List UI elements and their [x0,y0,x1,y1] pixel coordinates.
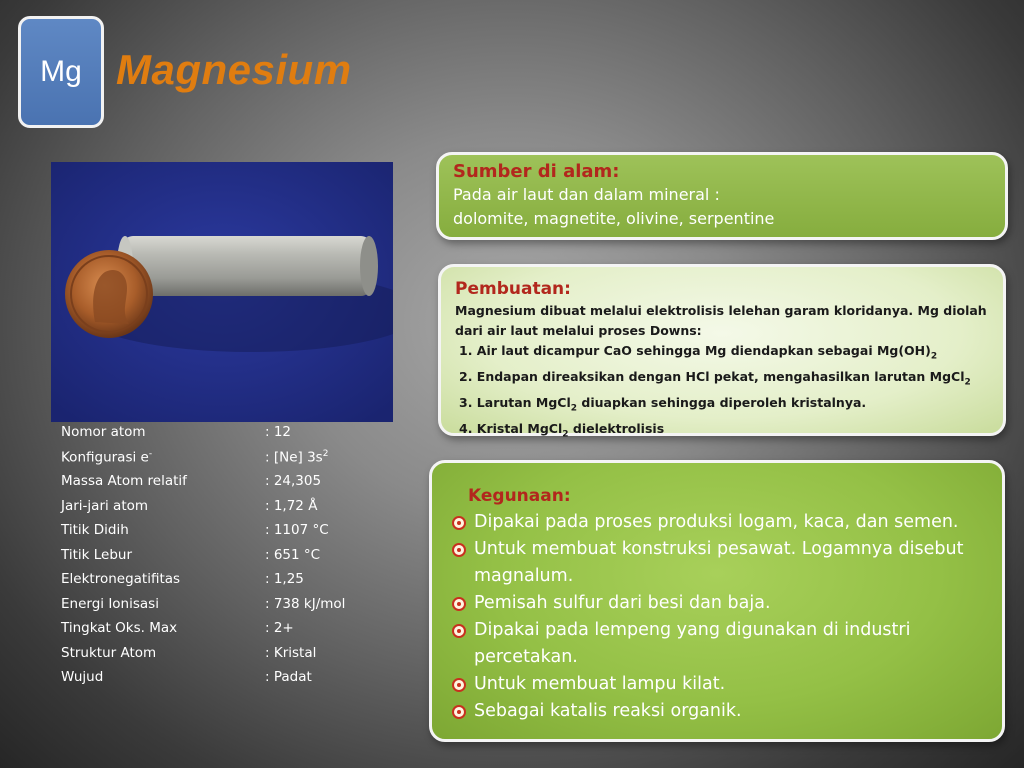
kegunaan-list [448,509,984,725]
property-value: : 1,25 [265,571,304,587]
pembuatan-heading: Pembuatan: [455,279,571,299]
element-symbol-box [18,16,104,128]
property-value: : 738 kJ/mol [265,595,346,612]
property-row [61,547,391,572]
property-row [61,645,391,670]
property-value: : 2+ [265,620,294,636]
page-title: Magnesium [116,46,352,93]
swirl-bullet-icon [452,678,466,692]
swirl-bullet-icon [452,705,466,719]
property-label: Titik Didih [61,522,129,538]
list-item: Untuk membuat lampu kilat. [448,671,984,698]
pembuatan-intro: dari air laut melalui proses Downs: [455,323,702,338]
property-label: Elektronegatifitas [61,571,181,587]
magnesium-photo [51,162,393,422]
magnesium-rod-photo [51,162,393,422]
pembuatan-intro: Magnesium dibuat melalui elektrolisis lelehan garam kloridanya. Mg diolah [455,303,987,318]
swirl-bullet-icon [452,597,466,611]
kegunaan-heading: Kegunaan: [468,486,571,506]
property-value: : 24,305 [265,473,322,489]
property-row [61,424,391,449]
property-row [61,498,391,523]
property-label: Jari-jari atom [61,497,149,514]
property-row [61,571,391,596]
properties-table [61,424,391,694]
list-item: Dipakai pada lempeng yang digunakan di industri percetakan. [448,617,984,671]
pembuatan-step: 1. Air laut dicampur CaO sehingga Mg diendapkan sebagai $Mg(OH)_2$ [459,343,938,362]
property-row [61,522,391,547]
swirl-bullet-icon [452,516,466,530]
list-item: Dipakai pada proses produksi logam, kaca, dan semen. [448,509,984,536]
property-value: : 1,72 Å [265,497,318,514]
swirl-bullet-icon [452,624,466,638]
property-label: Struktur Atom [61,644,157,661]
property-label: Wujud [61,669,104,685]
pembuatan-step: 4. Kristal MgCl$_2$ dielektrolisis [459,421,665,440]
property-label: Tingkat Oks. Max [61,620,178,636]
pembuatan-card [438,264,1006,440]
property-value: : Padat [265,669,312,685]
swirl-bullet-icon [452,543,466,557]
property-value: : 651 °C [265,546,321,563]
pembuatan-step: 3. Larutan MgCl$_2$ diuapkan sehingga diperoleh kristalnya. [459,395,867,414]
property-row [61,596,391,621]
kegunaan-card [429,460,1005,742]
property-label: Massa Atom relatif [61,473,187,489]
property-label: Titik Lebur [61,546,133,563]
property-value: : 12 [265,424,292,440]
property-label: Konfigurasi e- [61,448,153,465]
property-row [61,449,391,474]
element-symbol: Mg [40,55,82,88]
property-value: : [Ne] $3s^2$ [265,448,329,465]
list-item: Pemisah sulfur dari besi dan baja. [448,590,984,617]
sumber-line: dolomite, magnetite, olivine, serpentine [453,209,775,228]
property-value: : Kristal [265,644,317,661]
property-value: : 1107 °C [265,522,329,538]
sumber-card [436,152,1008,240]
property-label: Energi Ionisasi [61,595,159,612]
sumber-heading: Sumber di alam: [453,161,620,182]
property-row [61,669,391,694]
list-item: Sebagai katalis reaksi organik. [448,698,984,725]
property-row [61,473,391,498]
property-row [61,620,391,645]
list-item: Untuk membuat konstruksi pesawat. Logamnya disebut magnalum. [448,536,984,590]
property-label: Nomor atom [61,424,146,440]
pembuatan-step: 2. Endapan direaksikan dengan HCl pekat, mengahasilkan larutan MgCl$_2$ [459,369,971,388]
pembuatan-steps [455,341,989,445]
sumber-line: Pada air laut dan dalam mineral : [453,185,720,204]
